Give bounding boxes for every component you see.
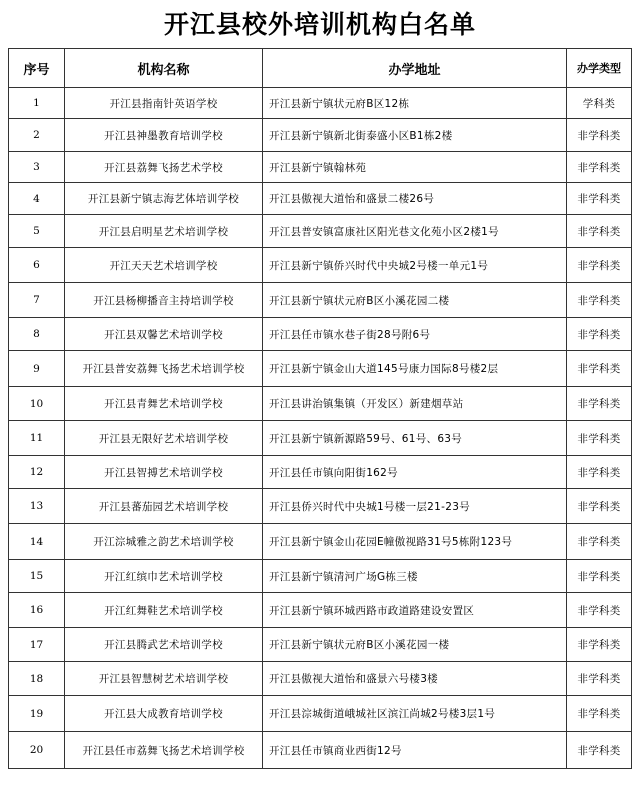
institution-name: 开江县杨柳播音主持培训学校 <box>65 283 263 318</box>
row-number: 2 <box>9 119 65 152</box>
institution-address: 开江县新宁镇环城西路市政道路建设安置区 <box>263 593 567 628</box>
table-row <box>9 628 632 662</box>
institution-name: 开江县大成教育培训学校 <box>65 696 263 732</box>
institution-type: 非学科类 <box>567 318 632 351</box>
institution-address: 开江县新宁镇清河广场G栋三楼 <box>263 560 567 593</box>
table-row <box>9 662 632 696</box>
institution-name: 开江淙城雅之韵艺术培训学校 <box>65 524 263 560</box>
table-row <box>9 560 632 593</box>
row-number: 13 <box>9 489 65 524</box>
institution-address: 开江县新宁镇翰林苑 <box>263 152 567 183</box>
institution-type: 非学科类 <box>567 248 632 283</box>
table-row <box>9 456 632 489</box>
row-number: 14 <box>9 524 65 560</box>
institution-name: 开江县腾武艺术培训学校 <box>65 628 263 662</box>
table-row <box>9 119 632 152</box>
institution-name: 开江县神墨教育培训学校 <box>65 119 263 152</box>
institution-name: 开江县智慧树艺术培训学校 <box>65 662 263 696</box>
header-name: 机构名称 <box>65 49 263 88</box>
table-row <box>9 421 632 456</box>
institution-address: 开江县新宁镇状元府B区12栋 <box>263 88 567 119</box>
institution-address: 开江县新宁镇金山花园E幢傲视路31号5栋附123号 <box>263 524 567 560</box>
institution-address: 开江县新宁镇新源路59号、61号、63号 <box>263 421 567 456</box>
table-row <box>9 152 632 183</box>
institution-address: 开江县新宁镇侨兴时代中央城2号楼一单元1号 <box>263 248 567 283</box>
institution-type: 非学科类 <box>567 524 632 560</box>
row-number: 16 <box>9 593 65 628</box>
institution-type: 非学科类 <box>567 183 632 215</box>
institution-type: 非学科类 <box>567 152 632 183</box>
row-number: 12 <box>9 456 65 489</box>
institution-address: 开江县讲治镇集镇（开发区）新建烟草站 <box>263 387 567 421</box>
row-number: 8 <box>9 318 65 351</box>
institution-name: 开江县蕃茄园艺术培训学校 <box>65 489 263 524</box>
row-number: 5 <box>9 215 65 248</box>
institution-type: 非学科类 <box>567 215 632 248</box>
header-no: 序号 <box>9 49 65 88</box>
row-number: 10 <box>9 387 65 421</box>
row-number: 9 <box>9 351 65 387</box>
table-body <box>9 88 632 769</box>
institution-address: 开江县傲视大道怡和盛景六号楼3楼 <box>263 662 567 696</box>
institution-name: 开江县启明星艺术培训学校 <box>65 215 263 248</box>
institution-type: 非学科类 <box>567 593 632 628</box>
institution-type: 非学科类 <box>567 351 632 387</box>
table-header-row <box>9 49 632 88</box>
row-number: 1 <box>9 88 65 119</box>
table-row <box>9 88 632 119</box>
institution-type: 非学科类 <box>567 283 632 318</box>
page-title: 开江县校外培训机构白名单 <box>163 10 476 39</box>
table-row <box>9 387 632 421</box>
row-number: 11 <box>9 421 65 456</box>
table-row <box>9 524 632 560</box>
table-row <box>9 318 632 351</box>
institution-type: 非学科类 <box>567 560 632 593</box>
institution-name: 开江县新宁镇志海艺体培训学校 <box>65 183 263 215</box>
institution-address: 开江县任市镇商业西街12号 <box>263 732 567 769</box>
row-number: 3 <box>9 152 65 183</box>
table-row <box>9 732 632 769</box>
institution-address: 开江县傲视大道怡和盛景二楼26号 <box>263 183 567 215</box>
institution-name: 开江县荔舞飞扬艺术学校 <box>65 152 263 183</box>
institution-address: 开江县淙城街道峨城社区滨江尚城2号楼3层1号 <box>263 696 567 732</box>
institution-type: 非学科类 <box>567 387 632 421</box>
institution-type: 非学科类 <box>567 732 632 769</box>
institution-address: 开江县新宁镇状元府B区小溪花园一楼 <box>263 628 567 662</box>
table-row <box>9 696 632 732</box>
institution-address: 开江县新宁镇金山大道145号康力国际8号楼2层 <box>263 351 567 387</box>
row-number: 7 <box>9 283 65 318</box>
institution-name: 开江天天艺术培训学校 <box>65 248 263 283</box>
row-number: 18 <box>9 662 65 696</box>
institution-type: 非学科类 <box>567 662 632 696</box>
row-number: 19 <box>9 696 65 732</box>
table-row <box>9 283 632 318</box>
institution-type: 非学科类 <box>567 456 632 489</box>
institution-address: 开江县新宁镇新北街泰盛小区B1栋2楼 <box>263 119 567 152</box>
institution-type: 学科类 <box>567 88 632 119</box>
institution-address: 开江县普安镇富康社区阳光巷文化苑小区2楼1号 <box>263 215 567 248</box>
row-number: 6 <box>9 248 65 283</box>
institution-name: 开江红舞鞋艺术培训学校 <box>65 593 263 628</box>
institution-name: 开江红缤巾艺术培训学校 <box>65 560 263 593</box>
institution-type: 非学科类 <box>567 421 632 456</box>
header-address: 办学地址 <box>263 49 567 88</box>
institution-address: 开江县任市镇向阳街162号 <box>263 456 567 489</box>
table-row <box>9 215 632 248</box>
institution-name: 开江县任市荔舞飞扬艺术培训学校 <box>65 732 263 769</box>
row-number: 4 <box>9 183 65 215</box>
row-number: 15 <box>9 560 65 593</box>
institution-name: 开江县智搏艺术培训学校 <box>65 456 263 489</box>
header-type: 办学类型 <box>567 49 632 88</box>
whitelist-table <box>8 48 632 769</box>
institution-name: 开江县双馨艺术培训学校 <box>65 318 263 351</box>
institution-type: 非学科类 <box>567 489 632 524</box>
institution-address: 开江县新宁镇状元府B区小溪花园二楼 <box>263 283 567 318</box>
table-row <box>9 183 632 215</box>
table-row <box>9 489 632 524</box>
institution-name: 开江县青舞艺术培训学校 <box>65 387 263 421</box>
institution-type: 非学科类 <box>567 119 632 152</box>
row-number: 17 <box>9 628 65 662</box>
table-row <box>9 593 632 628</box>
institution-type: 非学科类 <box>567 696 632 732</box>
institution-name: 开江县普安荔舞飞扬艺术培训学校 <box>65 351 263 387</box>
table-row <box>9 351 632 387</box>
institution-type: 非学科类 <box>567 628 632 662</box>
table-row <box>9 248 632 283</box>
row-number: 20 <box>9 732 65 769</box>
institution-name: 开江县无限好艺术培训学校 <box>65 421 263 456</box>
institution-address: 开江县任市镇水巷子街28号附6号 <box>263 318 567 351</box>
institution-name: 开江县指南针英语学校 <box>65 88 263 119</box>
institution-address: 开江县侨兴时代中央城1号楼一层21-23号 <box>263 489 567 524</box>
